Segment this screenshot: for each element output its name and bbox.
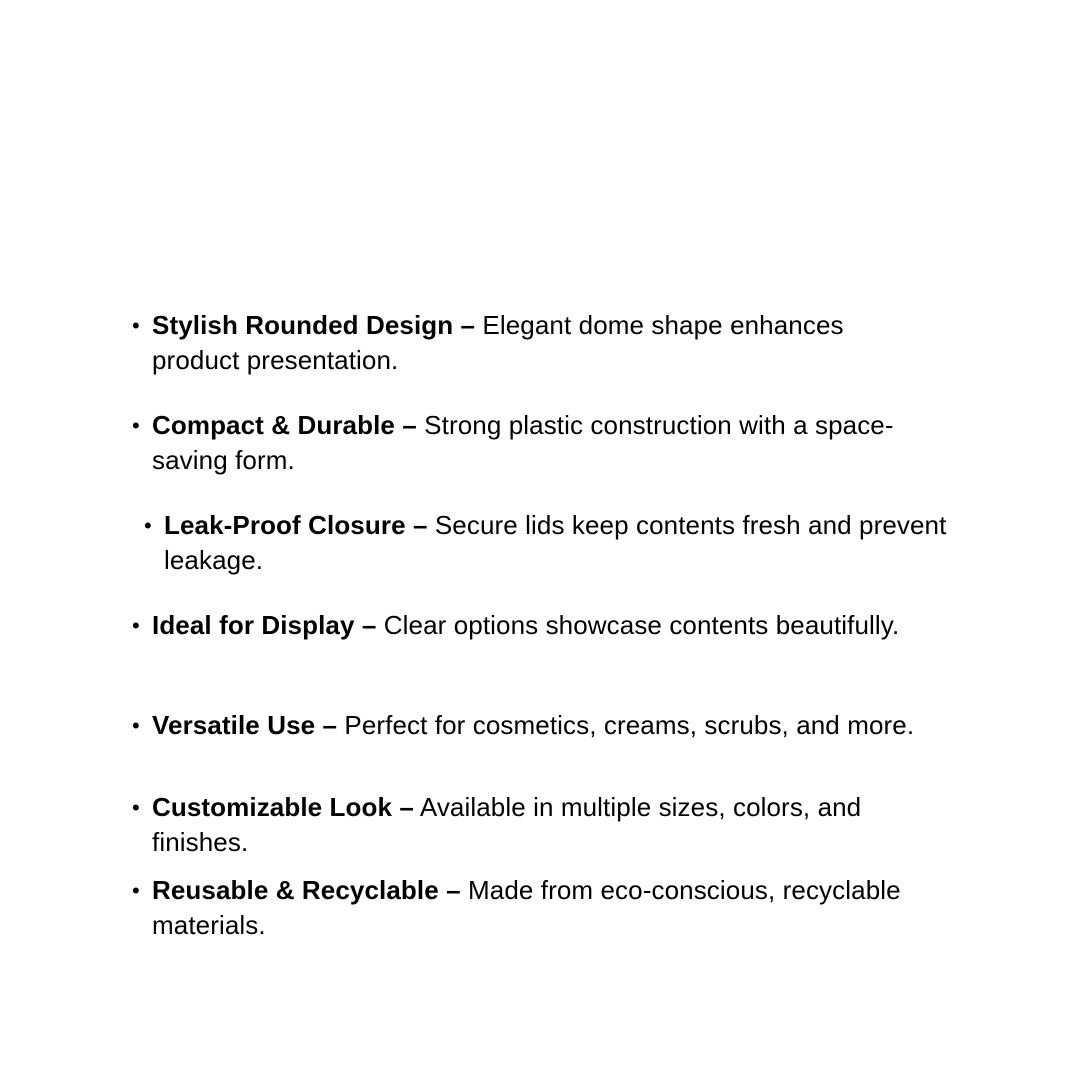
feature-title: Stylish Rounded Design – xyxy=(152,310,476,340)
feature-description: Strong plastic construction with a space-saving form. xyxy=(152,410,894,475)
feature-title: Compact & Durable – xyxy=(152,410,417,440)
feature-description: Elegant dome shape enhances product presentation. xyxy=(152,310,844,375)
feature-title: Customizable Look – xyxy=(152,792,414,822)
list-item xyxy=(132,608,972,643)
bullet-icon: • xyxy=(132,613,140,638)
feature-description: Available in multiple sizes, colors, and finishes. xyxy=(152,792,862,857)
feature-title: Reusable & Recyclable – xyxy=(152,875,461,905)
bullet-icon: • xyxy=(132,313,140,338)
list-item xyxy=(132,873,982,943)
list-item xyxy=(132,408,962,478)
feature-title: Versatile Use – xyxy=(152,710,338,740)
list-item xyxy=(132,708,972,743)
feature-description: Perfect for cosmetics, creams, scrubs, and more. xyxy=(337,710,915,740)
bullet-icon: • xyxy=(132,795,140,820)
bullet-icon: • xyxy=(132,713,140,738)
feature-description: Secure lids keep contents fresh and prevent leakage. xyxy=(164,510,947,575)
feature-description: Made from eco-conscious, recyclable materials. xyxy=(152,875,901,940)
list-item xyxy=(132,790,942,860)
list-item xyxy=(144,508,994,578)
bullet-icon: • xyxy=(144,513,152,538)
bullet-icon: • xyxy=(132,413,140,438)
feature-title: Ideal for Display – xyxy=(152,610,377,640)
feature-description: Clear options showcase contents beautifully. xyxy=(376,610,900,640)
list-item xyxy=(132,308,932,378)
bullet-icon: • xyxy=(132,878,140,903)
feature-title: Leak-Proof Closure – xyxy=(164,510,428,540)
